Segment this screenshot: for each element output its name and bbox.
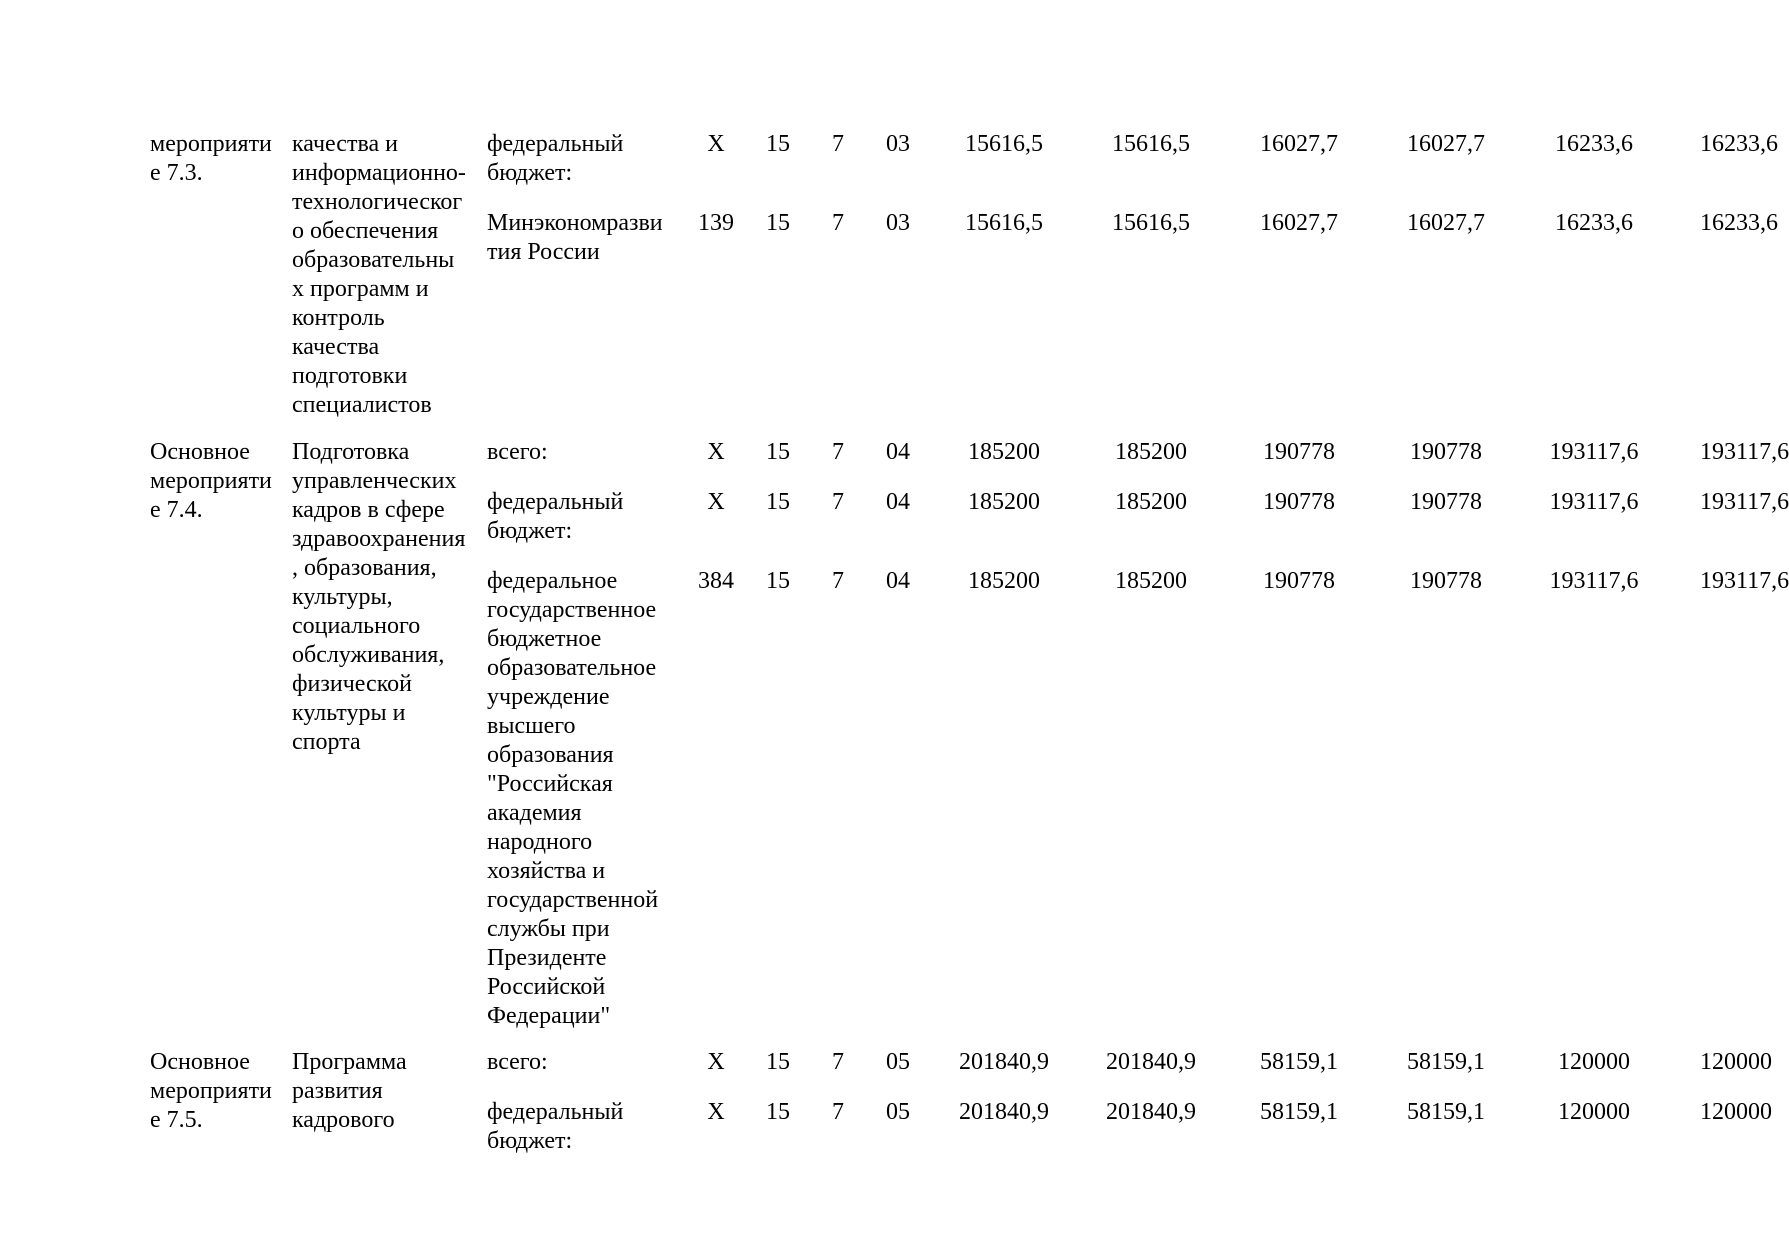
funding-source-line: академия (487, 800, 582, 826)
row-label-line: е 7.4. (150, 497, 203, 523)
value-cell: 185200 (968, 489, 1040, 515)
section-cell: 15 (766, 1049, 790, 1075)
item-cell: 05 (886, 1049, 910, 1075)
subsection-cell: 7 (832, 439, 844, 465)
funding-source-line: федеральное (487, 568, 618, 594)
funding-source-line: государственной (487, 887, 659, 913)
row-name-line: о обеспечения (292, 218, 439, 244)
value-cell: 16027,7 (1260, 131, 1338, 157)
value-cell: 16233,6 (1555, 210, 1633, 236)
value-cell: 190778 (1263, 568, 1335, 594)
row-name-line: качества (292, 334, 380, 360)
value-cell: 190778 (1263, 439, 1335, 465)
funding-source (487, 209, 663, 267)
row-label-line: мероприяти (150, 468, 272, 494)
row-name-line: информационно- (292, 160, 466, 186)
row-name-line: специалистов (292, 392, 432, 418)
funding-source-line: учреждение (487, 684, 610, 710)
value-cell: 15616,5 (1112, 210, 1190, 236)
code-cell: Х (707, 1049, 725, 1075)
row-name-line: , образования, (292, 555, 437, 581)
value-cell: 185200 (1115, 568, 1187, 594)
value-cell: 193117,6 (1549, 568, 1639, 594)
row-label-line: Основное (150, 439, 250, 465)
row-name (292, 438, 465, 757)
row-label-line: мероприяти (150, 1078, 272, 1104)
row-name-line: Подготовка (292, 439, 410, 465)
funding-source-line: федеральный (487, 1099, 624, 1125)
row-label (150, 130, 272, 188)
code-cell: 384 (698, 568, 734, 594)
row-label-line: Основное (150, 1049, 250, 1075)
row-name-line: развития (292, 1078, 383, 1104)
funding-source (487, 567, 658, 1031)
funding-source-line: всего: (487, 1049, 548, 1075)
funding-source-line: хозяйства и (487, 858, 606, 884)
funding-source-line: Российской (487, 974, 606, 1000)
row-label (150, 1048, 272, 1135)
value-cell: 120000 (1700, 1049, 1772, 1075)
row-label-line: мероприяти (150, 131, 272, 157)
value-cell: 58159,1 (1407, 1049, 1485, 1075)
row-label-line: е 7.5. (150, 1107, 203, 1133)
item-cell: 04 (886, 568, 910, 594)
row-name-line: спорта (292, 729, 361, 755)
value-cell: 58159,1 (1407, 1099, 1485, 1125)
value-cell: 193117,6 (1700, 489, 1789, 515)
row-name-line: здравоохранения (292, 526, 466, 552)
row-name-line: обслуживания, (292, 642, 445, 668)
funding-source-line: службы при (487, 916, 610, 942)
value-cell: 16233,6 (1700, 210, 1778, 236)
funding-source (487, 130, 623, 188)
funding-source-line: бюджет: (487, 160, 573, 186)
funding-source-line: государственное (487, 597, 657, 623)
funding-source-line: "Российская (487, 771, 613, 797)
row-name-line: культуры и (292, 700, 406, 726)
code-cell: Х (707, 1099, 725, 1125)
row-name-line: кадрового (292, 1107, 395, 1133)
item-cell: 03 (886, 131, 910, 157)
funding-source-line: Президенте (487, 945, 607, 971)
row-name-line: кадров в сфере (292, 497, 445, 523)
row-name-line: качества и (292, 131, 398, 157)
row-name-line: Программа (292, 1049, 407, 1075)
funding-source-line: образования (487, 742, 614, 768)
row-name-line: образовательны (292, 247, 455, 273)
funding-source (487, 1098, 623, 1156)
subsection-cell: 7 (832, 489, 844, 515)
subsection-cell: 7 (832, 210, 844, 236)
row-name (292, 1048, 407, 1135)
funding-source-line: бюджет: (487, 518, 573, 544)
section-cell: 15 (766, 210, 790, 236)
row-name-line: физической (292, 671, 412, 697)
funding-source-line: федеральный (487, 131, 624, 157)
section-cell: 15 (766, 1099, 790, 1125)
item-cell: 05 (886, 1099, 910, 1125)
value-cell: 201840,9 (1106, 1049, 1196, 1075)
item-cell: 04 (886, 489, 910, 515)
value-cell: 190778 (1410, 439, 1482, 465)
item-cell: 04 (886, 439, 910, 465)
value-cell: 193117,6 (1549, 489, 1639, 515)
value-cell: 58159,1 (1260, 1049, 1338, 1075)
section-cell: 15 (766, 568, 790, 594)
value-cell: 193117,6 (1700, 568, 1789, 594)
row-name-line: подготовки (292, 363, 408, 389)
value-cell: 16027,7 (1407, 210, 1485, 236)
row-name-line: контроль (292, 305, 385, 331)
subsection-cell: 7 (832, 1049, 844, 1075)
value-cell: 201840,9 (959, 1099, 1049, 1125)
row-name-line: культуры, (292, 584, 393, 610)
value-cell: 201840,9 (959, 1049, 1049, 1075)
funding-source-line: Федерации" (487, 1003, 611, 1029)
funding-source-line: Минэкономразви (487, 210, 663, 236)
funding-source-line: народного (487, 829, 593, 855)
funding-source (487, 1048, 548, 1077)
section-cell: 15 (766, 489, 790, 515)
funding-source-line: высшего (487, 713, 576, 739)
row-label (150, 438, 272, 525)
subsection-cell: 7 (832, 131, 844, 157)
value-cell: 120000 (1558, 1099, 1630, 1125)
row-name-line: х программ и (292, 276, 429, 302)
funding-source (487, 488, 623, 546)
code-cell: Х (707, 131, 725, 157)
value-cell: 15616,5 (965, 131, 1043, 157)
funding-source-line: образовательное (487, 655, 657, 681)
section-cell: 15 (766, 131, 790, 157)
row-name-line: социального (292, 613, 421, 639)
value-cell: 185200 (968, 568, 1040, 594)
value-cell: 193117,6 (1549, 439, 1639, 465)
section-cell: 15 (766, 439, 790, 465)
item-cell: 03 (886, 210, 910, 236)
value-cell: 190778 (1263, 489, 1335, 515)
value-cell: 185200 (968, 439, 1040, 465)
value-cell: 185200 (1115, 489, 1187, 515)
row-name (292, 130, 466, 420)
value-cell: 58159,1 (1260, 1099, 1338, 1125)
value-cell: 201840,9 (1106, 1099, 1196, 1125)
funding-source-line: бюджет: (487, 1128, 573, 1154)
code-cell: Х (707, 489, 725, 515)
value-cell: 16027,7 (1260, 210, 1338, 236)
row-name-line: технологическог (292, 189, 463, 215)
row-name-line: управленческих (292, 468, 457, 494)
value-cell: 190778 (1410, 489, 1482, 515)
value-cell: 193117,6 (1700, 439, 1789, 465)
value-cell: 15616,5 (1112, 131, 1190, 157)
value-cell: 16027,7 (1407, 131, 1485, 157)
value-cell: 185200 (1115, 439, 1187, 465)
value-cell: 15616,5 (965, 210, 1043, 236)
code-cell: Х (707, 439, 725, 465)
subsection-cell: 7 (832, 1099, 844, 1125)
value-cell: 16233,6 (1700, 131, 1778, 157)
funding-source-line: всего: (487, 439, 548, 465)
value-cell: 120000 (1700, 1099, 1772, 1125)
value-cell: 190778 (1410, 568, 1482, 594)
funding-source (487, 438, 548, 467)
code-cell: 139 (698, 210, 734, 236)
funding-source-line: тия России (487, 239, 600, 265)
row-label-line: е 7.3. (150, 160, 203, 186)
subsection-cell: 7 (832, 568, 844, 594)
value-cell: 120000 (1558, 1049, 1630, 1075)
value-cell: 16233,6 (1555, 131, 1633, 157)
funding-source-line: федеральный (487, 489, 624, 515)
funding-source-line: бюджетное (487, 626, 602, 652)
